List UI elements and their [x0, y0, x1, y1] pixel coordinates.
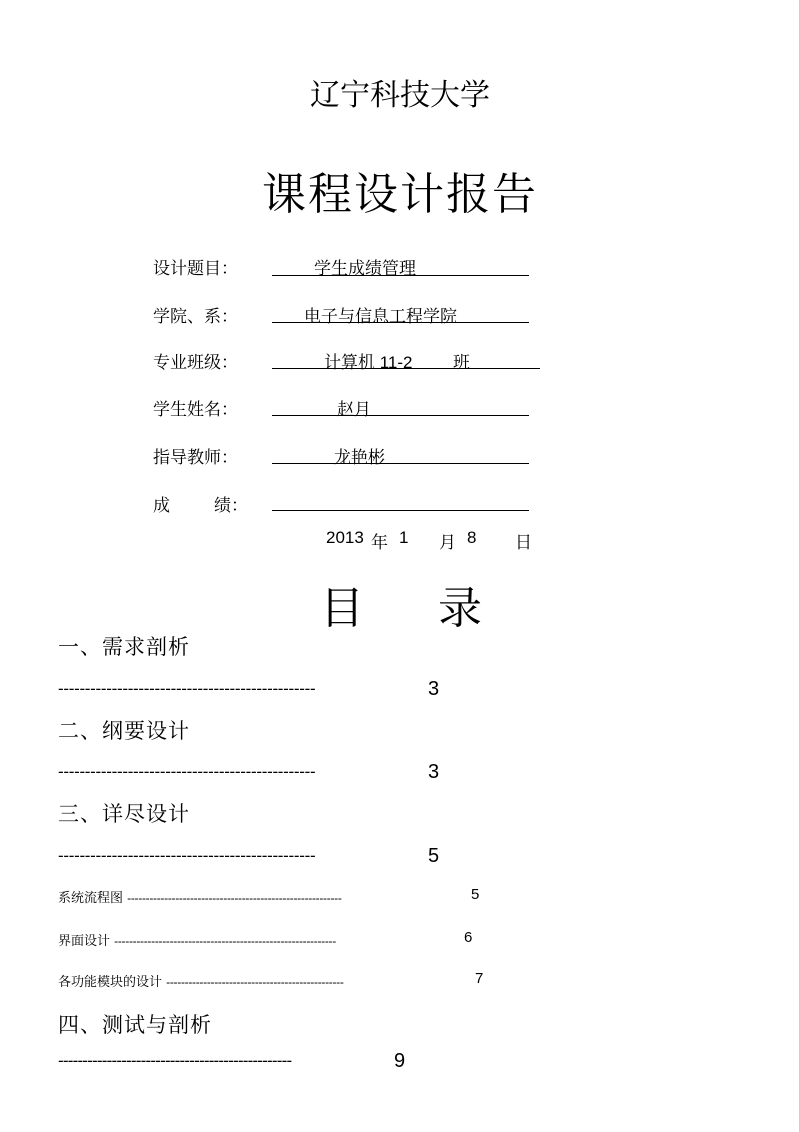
field-underline-college: [272, 322, 529, 323]
field-underline-class: [272, 368, 540, 369]
field-label-class: 专业班级：: [153, 353, 238, 373]
date-month: 1: [399, 528, 409, 547]
report-title: 课程设计报告: [262, 169, 538, 220]
toc-entry-3-title[interactable]: 三、详尽设计: [58, 802, 190, 826]
toc-sub-entry-3-title: 各功能模块的设计: [58, 975, 163, 990]
toc-sub-entry-3[interactable]: [58, 971, 344, 990]
toc-title-right: 录: [438, 583, 482, 634]
toc-title-left: 目: [320, 583, 364, 634]
toc-sub-entry-2[interactable]: [58, 930, 336, 949]
toc-entry-2-leader: ------------------------------------------------: [58, 762, 316, 781]
toc-entry-3-page: 5: [428, 845, 440, 867]
toc-sub-entry-2-title: 界面设计: [58, 934, 111, 949]
toc-sub-entry-2-leader: ------------------------------------------------------------: [114, 934, 336, 948]
toc-sub-entry-3-page: 7: [475, 970, 484, 987]
toc-entry-2-title[interactable]: 二、纲要设计: [58, 719, 190, 743]
date-day: 8: [467, 528, 477, 547]
date-year-char: 年: [371, 533, 388, 553]
date-month-char: 月: [439, 533, 456, 553]
toc-sub-entry-1[interactable]: [58, 887, 342, 906]
toc-sub-entry-1-title: 系统流程图: [58, 891, 124, 906]
toc-entry-1-page: 3: [428, 678, 440, 700]
date-year: 2013: [326, 528, 364, 547]
field-underline-topic: [272, 275, 529, 276]
field-label-grade-first: 成: [153, 496, 170, 516]
toc-entry-2-page: 3: [428, 761, 440, 783]
toc-sub-entry-2-page: 6: [464, 929, 473, 946]
toc-sub-entry-1-leader: ----------------------------------------------------------: [127, 891, 342, 905]
toc-entry-4-leader: ------------------------------------------------: [58, 1051, 292, 1070]
field-value-college: 电子与信息工程学院: [304, 307, 457, 327]
field-value-class: 计算机 11-2: [324, 353, 413, 372]
field-underline-grade: [272, 510, 529, 511]
field-value-class-suffix: 班: [453, 353, 470, 373]
toc-entry-4-title[interactable]: 四、测试与剖析: [58, 1013, 212, 1037]
field-underline-student: [272, 415, 529, 416]
field-value-topic: 学生成绩管理: [314, 259, 416, 279]
toc-entry-1-title[interactable]: 一、需求剖析: [58, 635, 190, 659]
field-value-advisor: 龙艳彬: [334, 448, 385, 468]
field-label-college: 学院、系：: [153, 307, 238, 327]
field-label-topic: 设计题目：: [153, 259, 238, 279]
field-value-student: 赵月: [337, 400, 371, 420]
field-label-student: 学生姓名：: [153, 400, 238, 420]
field-label-grade-second: 绩：: [214, 496, 248, 516]
date-day-char: 日: [515, 533, 532, 553]
toc-entry-3-leader: ------------------------------------------------: [58, 846, 316, 865]
field-underline-advisor: [272, 463, 529, 464]
toc-sub-entry-3-leader: ------------------------------------------------: [166, 975, 344, 989]
field-label-advisor: 指导教师：: [153, 448, 238, 468]
toc-entry-4-page: 9: [394, 1050, 406, 1072]
toc-sub-entry-1-page: 5: [471, 886, 480, 903]
university-name: 辽宁科技大学: [310, 78, 490, 113]
toc-entry-1-leader: ------------------------------------------------: [58, 679, 316, 698]
